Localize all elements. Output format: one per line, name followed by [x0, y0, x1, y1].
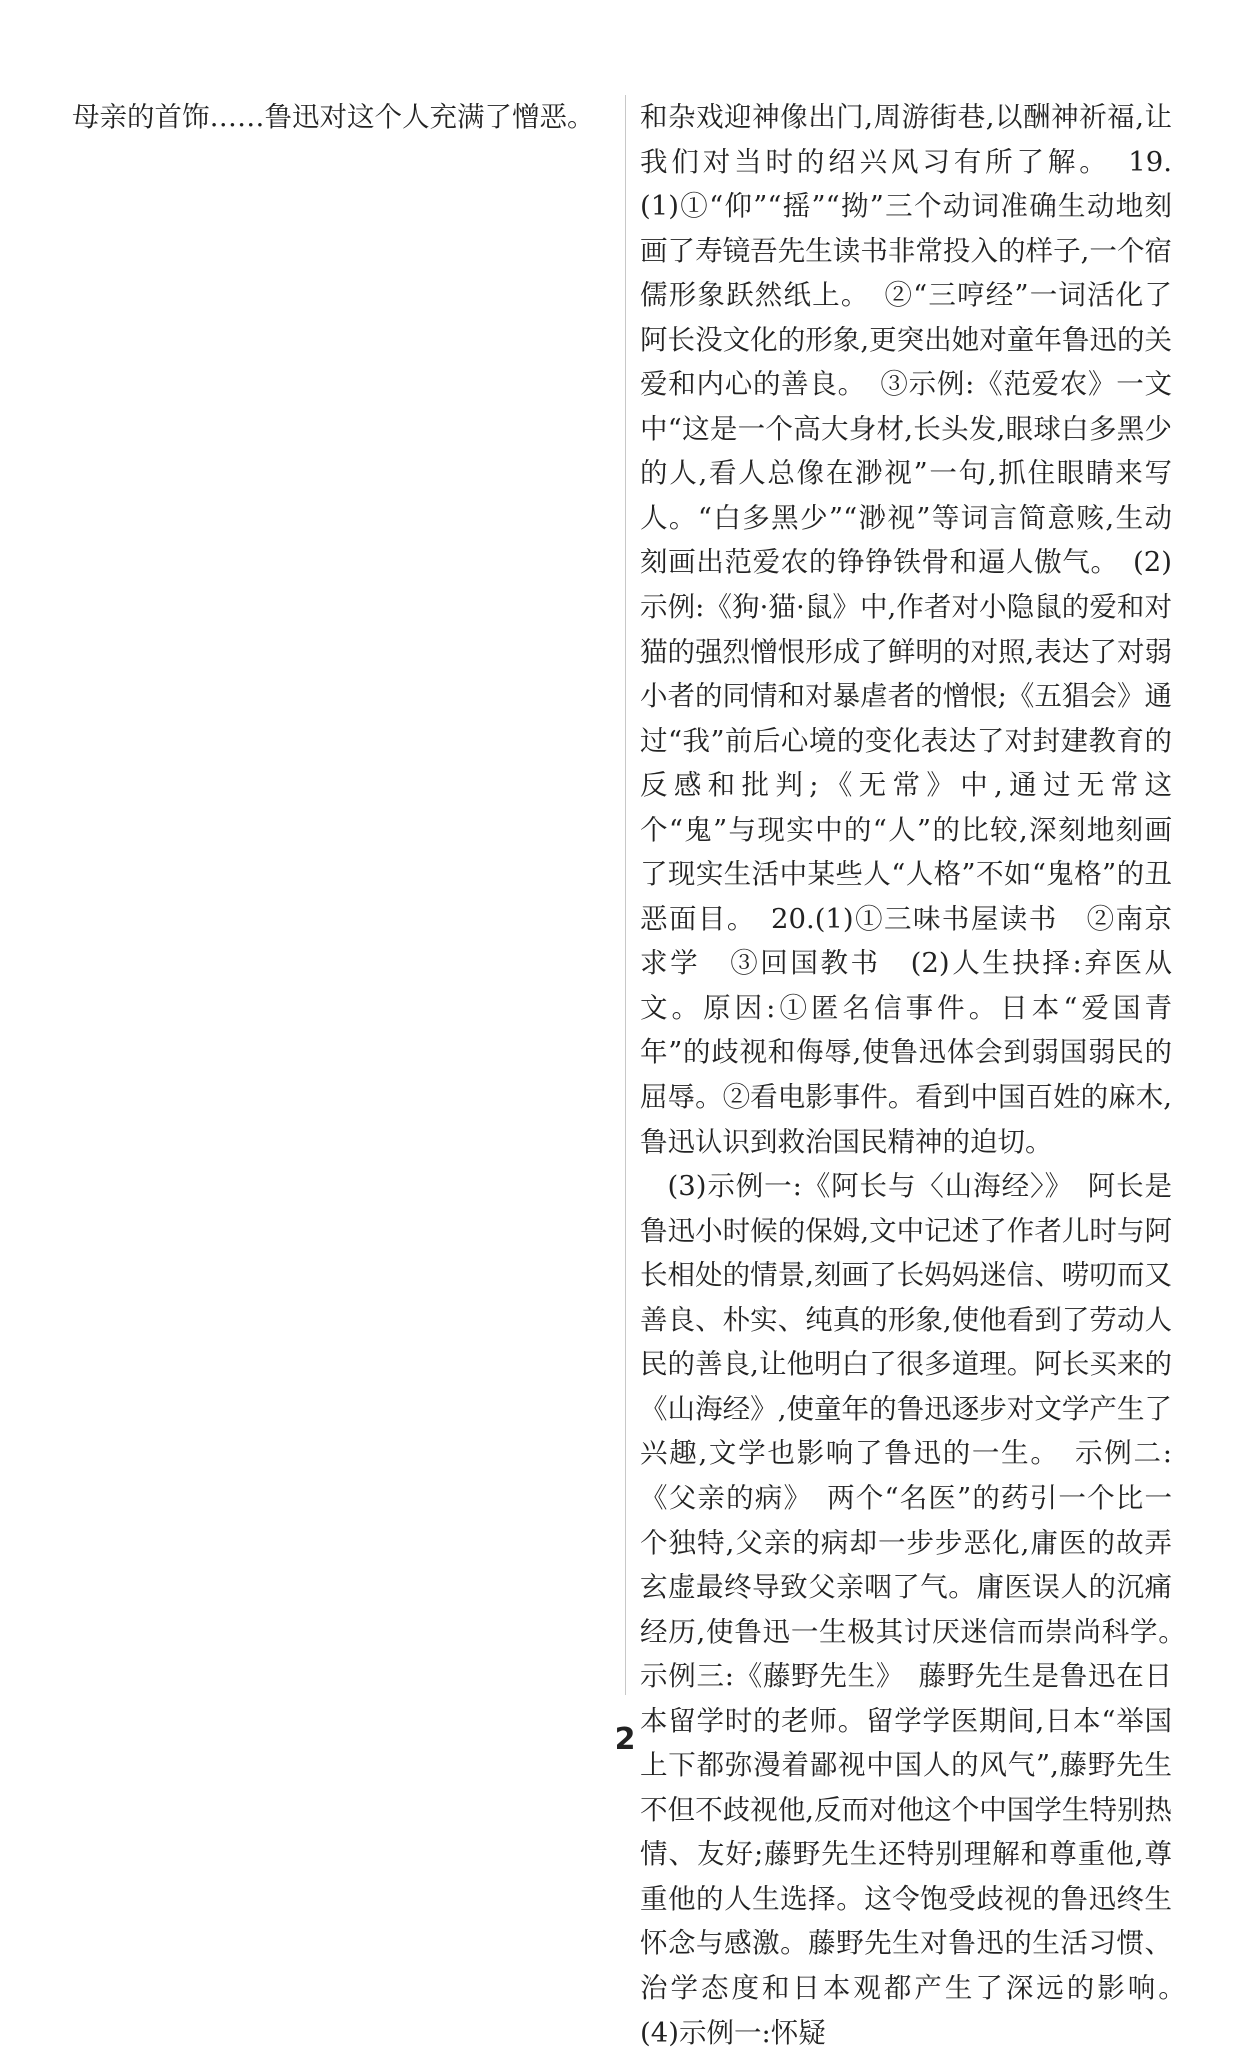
left-column: [72, 95, 604, 140]
column-divider: [625, 95, 626, 1695]
right-paragraph-2: (3)示例一:《阿长与〈山海经〉》 阿长是鲁迅小时候的保姆,文中记述了作者儿时与阿长相处的情景,刻画了长妈妈迷信、唠叨而又善良、朴实、纯真的形象,使他看到了劳动人民的善良,让他明白了很多道理。阿长买来的《山海经》,使童年的鲁迅逐步对文学产生了兴趣,文学也影响了鲁迅的一生。 示例二:《父亲的病》 两个“名医”的药引一个比一个独特,父亲的病却一步步恶化,庸医的故弄玄虚最终导致父亲咽了气。庸医误人的沉痛经历,使鲁迅一生极其讨厌迷信而崇尚科学。 示例三:《藤野先生》 藤野先生是鲁迅在日本留学时的老师。留学学医期间,日本“举国上下都弥漫着鄙视中国人的风气”,藤野先生不但不歧视他,反而对他这个中国学生特别热情、友好;藤野先生还特别理解和尊重他,尊重他的人生选择。这令饱受歧视的鲁迅终生怀念与感激。藤野先生对鲁迅的生活习惯、治学态度和日本观都产生了深远的影响。 (4)示例一:怀疑: [640, 1170, 1200, 2049]
page-number: 2: [614, 1722, 636, 1757]
right-column: [640, 95, 1200, 2055]
left-paragraph-1: 母亲的首饰……鲁迅对这个人充满了憎恶。: [72, 101, 595, 133]
right-paragraph-1: 和杂戏迎神像出门,周游街巷,以酬神祈福,让我们对当时的绍兴风习有所了解。 19.(1)①“仰”“摇”“拗”三个动词准确生动地刻画了寿镜吾先生读书非常投入的样子,一个宿儒形象跃然纸上。 ②“三哼经”一词活化了阿长没文化的形象,更突出她对童年鲁迅的关爱和内心的善良。 ③示例:《范爱农》一文中“这是一个高大身材,长头发,眼球白多黑少的人,看人总像在渺视”一句,抓住眼睛来写人。“白多黑少”“渺视”等词言简意赅,生动刻画出范爱农的铮铮铁骨和逼人傲气。 (2)示例:《狗·猫·鼠》中,作者对小隐鼠的爱和对猫的强烈憎恨形成了鲜明的对照,表达了对弱小者的同情和对暴虐者的憎恨;《五猖会》通过“我”前后心境的变化表达了对封建教育的反感和批判;《无常》中,通过无常这个“鬼”与现实中的“人”的比较,深刻地刻画了现实生活中某些人“人格”不如“鬼格”的丑恶面目。 20.(1)①三味书屋读书 ②南京求学 ③回国教书 (2)人生抉择:弃医从文。原因:①匿名信事件。日本“爱国青年”的歧视和侮辱,使鲁迅体会到弱国弱民的屈辱。②看电影事件。看到中国百姓的麻木,鲁迅认识到救治国民精神的迫切。: [640, 101, 1172, 1158]
